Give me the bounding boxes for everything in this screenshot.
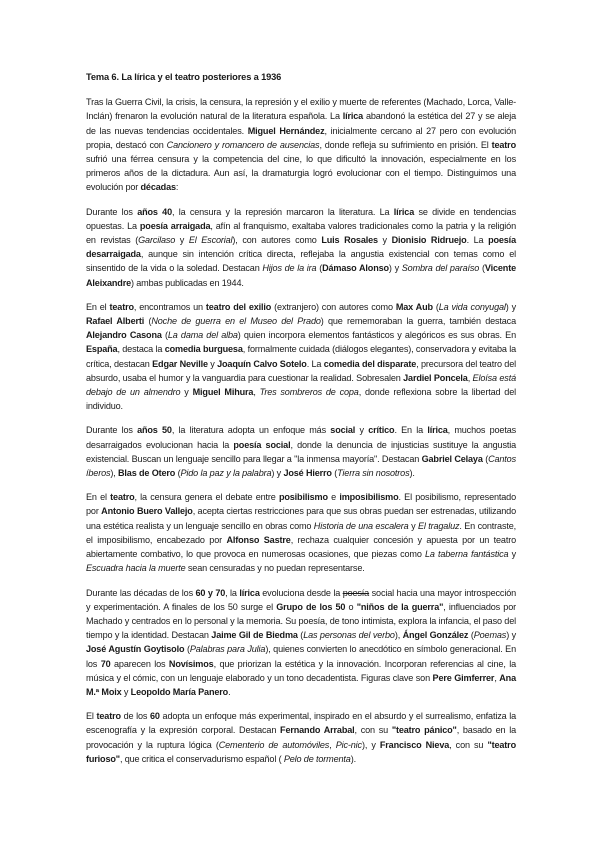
paragraph	[86, 300, 516, 414]
text-run: , la censura y la represión marcaron la literatura. La	[171, 206, 394, 217]
italic-text: Las personas del verbo	[303, 630, 395, 641]
italic-text: El tragaluz	[417, 520, 460, 531]
text-run: , donde la denuncia de injusticias sustituye la angustia existencial. Buscan un lenguaje sencillo para llegar a "la inmensa mayoría". Destacan	[86, 439, 517, 464]
bold-text: crítico	[368, 425, 395, 436]
text-run: (	[479, 263, 485, 274]
paragraph	[86, 205, 516, 290]
text-run: ,	[329, 739, 336, 750]
bold-text: Vicente Aleixandre	[86, 263, 516, 288]
bold-text: Alejandro Casona	[86, 330, 162, 341]
text-run: , donde refleja su sufrimiento en prisión. El	[319, 139, 492, 150]
text-run: .	[228, 686, 231, 697]
text-run: . La	[466, 235, 489, 246]
text-run: ,	[467, 372, 473, 383]
text-run: . En la	[394, 425, 428, 436]
bold-text: "teatro furioso"	[86, 739, 516, 764]
text-run: , encontramos un	[133, 301, 206, 312]
text-run: e	[327, 492, 340, 503]
text-run: ) quien incorpora elementos fantásticos y alegóricos es sus obras. En	[237, 330, 516, 341]
italic-text: Cantos íberos	[86, 453, 516, 479]
paragraph	[86, 709, 516, 766]
text-run: ) que rememoraban la guerra, también destaca	[320, 316, 516, 327]
paragraph	[86, 490, 516, 575]
bold-text: teatro	[96, 711, 121, 722]
bold-text: teatro	[109, 301, 134, 312]
text-run: ),	[110, 468, 119, 479]
text-run: ) y	[388, 263, 402, 274]
bold-text: poesía social	[233, 439, 291, 450]
text-run: Durante los	[86, 206, 138, 217]
text-run: , precursora del teatro del absurdo, usaba el humor y la vanguardia para cuestionar la realidad. Sobresalen	[86, 358, 516, 383]
bold-text: Pere Gimferrer	[432, 672, 495, 683]
text-run: (	[482, 453, 489, 464]
text-run: y	[508, 549, 516, 560]
text-run: , que critica el conservadurismo español (	[119, 753, 284, 764]
bold-text: Grupo de los 50	[276, 601, 346, 612]
text-run: ), y	[361, 739, 380, 750]
bold-text: comedia burguesa	[164, 344, 243, 355]
text-run: , donde reflexiona sobre la libertad del individuo.	[86, 387, 516, 412]
text-run: (	[144, 316, 152, 327]
text-run: (	[184, 644, 190, 655]
struck-text: poesía	[342, 587, 370, 598]
bold-text: teatro	[110, 492, 135, 503]
bold-text: Ana M.ª Moix	[86, 672, 516, 697]
bold-text: 60	[150, 711, 160, 722]
bold-text: poesía desarraigada	[86, 235, 516, 260]
text-run: (	[161, 330, 168, 341]
text-run: ).	[409, 468, 415, 479]
italic-text: Cancionero y romancero de ausencias	[166, 139, 320, 150]
italic-text: Noche de guerra en el Museo del Prado	[151, 316, 321, 327]
bold-text: Ángel González	[402, 630, 469, 641]
text-run: y	[377, 235, 392, 246]
text-run: ), con autores como	[232, 235, 322, 246]
text-run: En el	[86, 301, 110, 312]
bold-text: José Hierro	[283, 468, 332, 479]
bold-text: años 40	[137, 206, 172, 217]
text-run: ,	[494, 672, 500, 683]
bold-text: Luis Rosales	[321, 235, 378, 246]
bold-text: lírica	[393, 206, 415, 217]
italic-text: Escuadra hacia la muerte	[86, 563, 186, 574]
text-run: , muchos poetas desarraigados evolucionan hacia la	[86, 425, 516, 450]
text-run: (	[331, 468, 338, 479]
text-run: (	[432, 301, 439, 312]
text-run: , la censura genera el debate entre	[134, 492, 279, 503]
bold-text: comedia del disparate	[323, 358, 417, 369]
italic-text: La taberna fantástica	[424, 549, 509, 560]
bold-text: Leopoldo María Panero	[130, 686, 229, 697]
text-run: ) y	[506, 630, 516, 641]
text-run: , aunque sin intención crítica directa, reflejaba la angustia existencial con temas como el sinsentido de la vida o la soledad. Destacan	[86, 249, 516, 274]
text-run: ),	[394, 630, 403, 641]
bold-text: teatro del exilio	[205, 301, 272, 312]
text-run: (	[175, 468, 181, 479]
text-run: (extranjero) con autores como	[271, 301, 396, 312]
bold-text: 60 y 70	[195, 587, 226, 598]
text-run: . La	[306, 358, 324, 369]
paragraph-list	[86, 95, 516, 766]
bold-text: lírica	[427, 425, 448, 436]
text-run: Durante las décadas de los	[86, 587, 196, 598]
text-run: . El posibilismo, representado por	[86, 492, 516, 517]
bold-text: José Agustín Goytisolo	[86, 644, 185, 655]
text-run: (	[316, 263, 323, 274]
text-run: y	[207, 358, 218, 369]
document-title: Tema 6. La lírica y el teatro posteriores a 1936	[86, 72, 282, 82]
italic-text: Pic-nic	[335, 739, 362, 750]
text-run: , inicialmente cercano al 27 pero con evolución propia, destacó con	[86, 125, 516, 150]
italic-text: Eloísa está debajo de un almendro	[86, 372, 516, 398]
text-run: ) y	[505, 301, 516, 312]
text-run: , destaca la	[117, 344, 165, 355]
bold-text: Miguel Mihura	[192, 387, 254, 398]
bold-text: Blas de Otero	[118, 468, 176, 479]
bold-text: Dámaso Alonso	[322, 263, 389, 274]
text-run: , formalmente cuidada (diálogos elegantes), conservadora y evitaba la crítica, destacan	[86, 344, 517, 369]
bold-text: años 50	[137, 425, 172, 436]
italic-text: Palabras para Julia	[189, 644, 266, 655]
bold-text: Novísimos	[168, 658, 214, 669]
text-run: aparecen los	[110, 658, 169, 669]
bold-text: "teatro pánico"	[391, 725, 457, 736]
bold-text: Jardiel Poncela	[403, 372, 468, 383]
italic-text: Historia de una escalera	[313, 520, 409, 531]
text-run: , con su	[449, 739, 488, 750]
italic-text: Tierra sin nosotros	[337, 468, 410, 479]
text-run: , la	[225, 587, 240, 598]
text-run: , con su	[354, 725, 392, 736]
italic-text: Hijos de la ira	[262, 263, 317, 274]
text-run: , influenciados por Machado y centrados en lo personal y la memoria. Su poesía, de tono intimista, explora la infancia, el paso del tiempo y la identidad. Destacan	[86, 601, 516, 641]
italic-text: La vida conyugal	[438, 301, 506, 312]
bold-text: imposibilismo	[339, 492, 399, 503]
text-run: social hacia una mayor introspección y experimentación. A finales de los 50 surge el	[86, 587, 517, 612]
text-run: y	[408, 520, 418, 531]
bold-text: lírica	[342, 111, 364, 122]
paragraph	[86, 423, 516, 480]
bold-text: Alfonso Sastre	[226, 534, 291, 545]
bold-text: Gabriel Celaya	[421, 453, 483, 464]
bold-text: social	[330, 425, 356, 436]
italic-text: Garcilaso	[138, 235, 176, 246]
text-run: y	[121, 686, 131, 697]
bold-text: poesía arraigada	[139, 220, 211, 231]
bold-text: Joaquín Calvo Sotelo	[217, 358, 307, 369]
text-run: adopta un enfoque más experimental, inspirado en el absurdo y el surrealismo, enfatiza la escenografía y la expresión corporal. Destacan	[86, 711, 516, 736]
text-run: Tras la Guerra Civil, la crisis, la censura, la represión y el exilio y muerte de referentes (Machado, Lorca, Valle-Inclán) frenaron la evolución natural de la literatura española. La	[86, 97, 516, 122]
text-run: :	[175, 182, 179, 193]
italic-text: Pido la paz y la palabra	[180, 468, 272, 479]
text-run: (	[468, 630, 474, 641]
italic-text: Tres sombreros de copa	[259, 387, 359, 398]
text-run: o	[345, 601, 357, 612]
bold-text: Miguel Hernández	[247, 125, 325, 136]
text-run: abandonó la estética del 27 y se aleja de las nuevas tendencias occidentales.	[86, 111, 516, 136]
text-run: , rechaza cualquier concesión y apuesta por un teatro abiertamente combativo, lo que provoca en numerosas ocasiones, que piezas como	[86, 534, 516, 560]
paragraph	[86, 586, 516, 700]
bold-text: Francisco Nieva	[379, 739, 450, 750]
text-run: de los	[120, 711, 150, 722]
text-run: sufrió una férrea censura y la competencia del cine, lo que dificultó la innovación, especialmente en los primeros años de la dictadura. Aun así, la dramaturgia logró evolucionar con el tiempo. Distinguimos una evolución por	[86, 154, 516, 193]
text-run: y	[180, 387, 193, 398]
bold-text: teatro	[491, 139, 516, 150]
paragraph	[86, 95, 516, 194]
text-run: , acepta ciertas restricciones para que sus obras puedan ser estrenadas, utilizando una estética realista y un lenguaje sencillo en obras como	[86, 506, 516, 531]
text-run: , afín al franquismo, exaltaba valores tradicionales como la patria y la religión en revistas (	[86, 220, 516, 246]
bold-text: Max Aub	[395, 301, 433, 312]
bold-text: 70	[100, 658, 111, 669]
text-run: evoluciona desde la	[259, 587, 343, 598]
text-run: ), quienes convierten lo anecdótico en símbolo generacional. En los	[86, 644, 516, 669]
italic-text: Cementerio de automóviles	[218, 739, 330, 750]
bold-text: posibilismo	[278, 492, 328, 503]
bold-text: Edgar Neville	[152, 358, 208, 369]
text-run: ) y	[271, 468, 284, 479]
text-run: ) ambas publicadas en 1944.	[131, 277, 244, 288]
bold-text: Antonio Buero Vallejo	[101, 506, 193, 517]
text-run: , la literatura adopta un enfoque más	[171, 425, 331, 436]
text-run: y	[175, 235, 189, 246]
text-run: (	[297, 630, 304, 641]
italic-text: El Escorial	[188, 235, 233, 246]
bold-text: décadas	[140, 182, 176, 193]
text-run: sean censuradas y no puedan representarse.	[185, 563, 365, 574]
text-run: y	[355, 425, 369, 436]
text-run: Durante los	[86, 425, 138, 436]
text-run: El	[86, 711, 97, 722]
text-run: . En contraste, el imposibilismo, encabezado por	[86, 520, 517, 545]
bold-text: "niños de la guerra"	[356, 601, 444, 612]
text-run: ,	[253, 387, 260, 398]
text-run: , basado en la provocación y la ruptura lógica (	[86, 725, 516, 750]
bold-text: España	[86, 344, 118, 355]
document-body	[86, 70, 516, 776]
bold-text: lírica	[239, 587, 260, 598]
text-run: , que priorizan la estética y la innovación. Incorporan referencias al cine, la música y el cómic, con un lenguaje elaborado y un tono decadentista. Figuras clave son	[86, 658, 516, 683]
italic-text: Sombra del paraíso	[401, 263, 480, 274]
bold-text: Rafael Alberti	[86, 316, 145, 327]
text-run: se divide en tendencias opuestas. La	[86, 206, 516, 231]
bold-text: Dionisio Ridruejo	[391, 235, 467, 246]
italic-text: Pelo de tormenta	[283, 753, 351, 764]
bold-text: Jaime Gil de Biedma	[211, 630, 298, 641]
text-run: En el	[86, 492, 111, 503]
bold-text: Fernando Arrabal	[280, 725, 355, 736]
italic-text: Poemas	[473, 630, 507, 641]
text-run: ).	[350, 753, 356, 764]
italic-text: La dama del alba	[167, 330, 238, 341]
